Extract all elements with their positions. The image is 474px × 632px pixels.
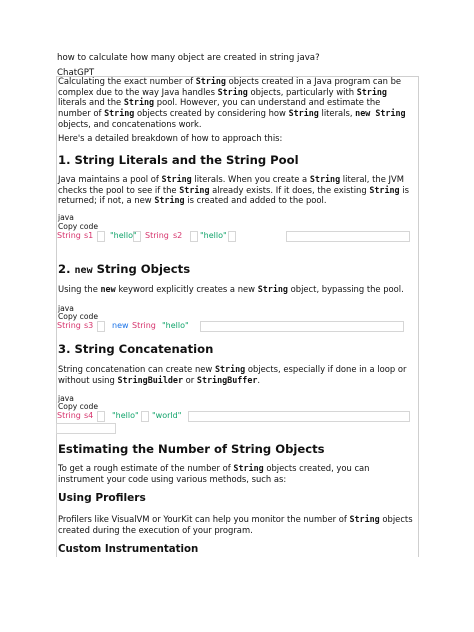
code-gap-box bbox=[97, 321, 105, 332]
code-token: String bbox=[57, 231, 81, 240]
code-token: String bbox=[145, 231, 169, 240]
code-token: "world" bbox=[152, 411, 182, 420]
code-line-3-continuation bbox=[56, 423, 116, 433]
code-token: s2 bbox=[173, 231, 183, 240]
profilers-paragraph: Profilers like VisualVM or YourKit can help you monitor the number of String objects created during the execution of your program. bbox=[58, 514, 413, 535]
code-gap-box bbox=[190, 231, 198, 242]
copy-code-button[interactable]: Copy code bbox=[58, 312, 98, 321]
section-heading-concatenation: 3. String Concatenation bbox=[58, 342, 214, 356]
code-gap-box bbox=[56, 423, 116, 434]
code-language-label: java bbox=[58, 394, 74, 403]
copy-code-button[interactable]: Copy code bbox=[58, 402, 98, 411]
code-token: s4 bbox=[84, 411, 94, 420]
code-gap-box bbox=[188, 411, 410, 422]
code-token: "hello" bbox=[112, 411, 139, 420]
code-token: s3 bbox=[84, 321, 94, 330]
section-heading-estimating: Estimating the Number of String Objects bbox=[58, 442, 325, 456]
section3-paragraph: String concatenation can create new String objects, especially if done in a loop or without using StringBuilder or StringBuffer. bbox=[58, 364, 407, 385]
code-token: s1 bbox=[84, 231, 94, 240]
copy-code-button[interactable]: Copy code bbox=[58, 222, 98, 231]
section-heading-string-literals: 1. String Literals and the String Pool bbox=[58, 153, 299, 167]
code-token: String bbox=[132, 321, 156, 330]
section-heading-new-string: 2. new String Objects bbox=[58, 262, 191, 276]
section-heading-custom-instrumentation: Custom Instrumentation bbox=[58, 544, 199, 555]
code-token: "hello" bbox=[110, 231, 137, 240]
section-heading-profilers: Using Profilers bbox=[58, 492, 146, 504]
code-gap-box bbox=[97, 231, 105, 242]
section2-paragraph: Using the new keyword explicitly creates a new String object, bypassing the pool. bbox=[58, 284, 404, 294]
answer-frame bbox=[56, 76, 419, 557]
breakdown-line: Here's a detailed breakdown of how to approach this: bbox=[58, 133, 283, 143]
code-token: String bbox=[57, 411, 81, 420]
code-gap-box bbox=[97, 411, 105, 422]
code-gap-box bbox=[141, 411, 149, 422]
code-token: "hello" bbox=[200, 231, 227, 240]
intro-paragraph: Calculating the exact number of String objects created in a Java program can be complex due to the way Java handles String objects, particularly with String literals and the String pool. However, you can understand and estimate the number of String objects created by considering how String literals, new String objects, and concatenations work. bbox=[58, 76, 406, 129]
section1-paragraph: Java maintains a pool of String literals. When you create a String literal, the JVM checks the pool to see if the String already exists. If it does, the existing String is returned; if not, a new String is created and added to the pool. bbox=[58, 174, 409, 206]
speaker-label: ChatGPT bbox=[57, 68, 95, 78]
code-token: new bbox=[112, 321, 129, 330]
code-token: String bbox=[57, 321, 81, 330]
code-language-label: java bbox=[58, 304, 74, 313]
code-gap-box bbox=[200, 321, 404, 332]
code-line-1 bbox=[56, 231, 416, 241]
code-gap-box bbox=[286, 231, 410, 242]
code-gap-box bbox=[228, 231, 236, 242]
code-language-label: java bbox=[58, 213, 74, 222]
user-question: how to calculate how many object are created in string java? bbox=[57, 53, 320, 63]
code-line-2 bbox=[56, 321, 416, 331]
code-token: "hello" bbox=[162, 321, 189, 330]
estimating-paragraph: To get a rough estimate of the number of String objects created, you can instrument your code using various methods, such as: bbox=[58, 463, 370, 484]
code-line-3 bbox=[56, 411, 416, 421]
